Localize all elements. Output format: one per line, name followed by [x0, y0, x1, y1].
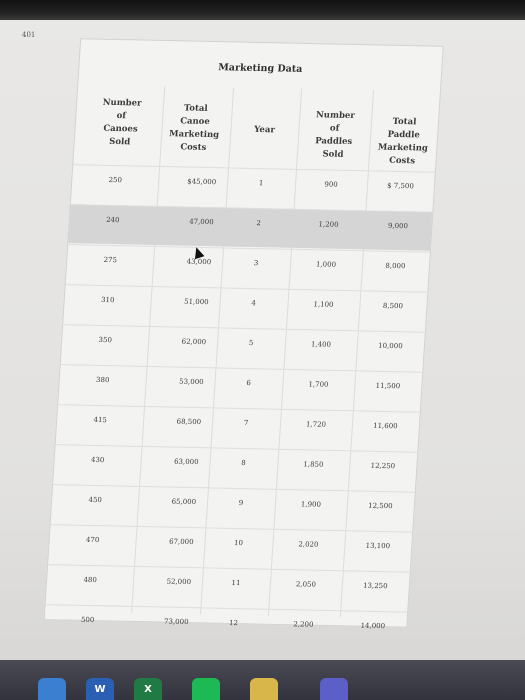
cell-canoe-marketing-costs: $45,000 — [187, 177, 217, 187]
cell-canoe-marketing-costs: 51,000 — [183, 297, 209, 307]
table-row — [48, 524, 412, 571]
cell-paddle-marketing-costs: 9,000 — [387, 221, 409, 231]
taskbar-dock — [0, 660, 525, 700]
cell-canoes-sold: 470 — [85, 535, 100, 545]
cell-paddles-sold: 1,200 — [318, 220, 339, 229]
cell-canoe-marketing-costs: 63,000 — [173, 457, 199, 467]
top-dark-bar — [0, 0, 525, 20]
header-paddles-sold: Number of Paddles Sold — [314, 110, 356, 160]
table-row — [43, 604, 407, 651]
table-row — [56, 404, 420, 451]
header-year: Year — [253, 124, 276, 136]
marketing-data-table — [44, 38, 444, 631]
cell-paddle-marketing-costs: 8,000 — [385, 261, 406, 271]
table-row — [46, 564, 410, 611]
cell-canoe-marketing-costs: 67,000 — [168, 537, 194, 547]
cell-paddle-marketing-costs: 8,500 — [382, 301, 404, 311]
table-row — [51, 484, 415, 531]
cell-paddles-sold: 1,900 — [300, 500, 322, 509]
cell-year: 6 — [246, 379, 252, 388]
excel-icon[interactable]: X — [134, 678, 162, 700]
cell-paddles-sold: 1,000 — [315, 260, 337, 269]
cell-paddles-sold: 1,400 — [310, 340, 332, 349]
cell-canoes-sold: 275 — [103, 255, 118, 265]
cell-paddle-marketing-costs: $ 7,500 — [386, 181, 415, 191]
cell-year: 11 — [231, 578, 241, 588]
cell-canoes-sold: 310 — [100, 295, 115, 305]
page-number: 401 — [22, 31, 36, 39]
cell-paddle-marketing-costs: 14,000 — [360, 621, 386, 631]
cell-paddle-marketing-costs: 13,100 — [365, 541, 391, 551]
teams-icon[interactable] — [320, 678, 348, 700]
cell-year: 3 — [253, 259, 259, 268]
cell-canoe-marketing-costs: 62,000 — [181, 337, 207, 347]
cell-year: 10 — [233, 538, 244, 548]
table-row — [58, 364, 422, 411]
cell-year: 1 — [258, 179, 264, 188]
cell-paddles-sold: 1,100 — [313, 300, 334, 309]
cell-paddle-marketing-costs: 12,500 — [367, 501, 393, 511]
cell-canoes-sold: 500 — [80, 615, 95, 625]
cell-year: 9 — [238, 499, 244, 508]
cell-year: 8 — [241, 459, 247, 468]
spotify-icon[interactable] — [192, 678, 220, 700]
table-title: Marketing Data — [217, 62, 303, 75]
cell-canoes-sold: 450 — [88, 495, 103, 505]
cell-paddle-marketing-costs: 12,250 — [370, 461, 396, 471]
cell-canoes-sold: 480 — [83, 575, 98, 585]
cell-canoe-marketing-costs: 52,000 — [166, 577, 192, 587]
cell-year: 4 — [251, 299, 257, 308]
cell-paddles-sold: 2,050 — [295, 580, 317, 589]
header-canoes-sold: Number of Canoes Sold — [102, 97, 142, 148]
cell-canoe-marketing-costs: 47,000 — [188, 217, 214, 227]
word-icon[interactable]: W — [86, 678, 114, 700]
cell-paddles-sold: 1,700 — [308, 380, 329, 389]
table-row — [61, 324, 425, 371]
header-paddle-marketing-costs: Total Paddle Marketing Costs — [377, 116, 429, 167]
cell-year: 5 — [248, 339, 254, 348]
table-header — [74, 84, 440, 167]
cell-canoes-sold: 380 — [95, 375, 110, 385]
cell-canoe-marketing-costs: 68,500 — [176, 417, 202, 427]
table-row — [66, 244, 430, 291]
cell-canoe-marketing-costs: 43,000 — [186, 257, 212, 267]
table-row — [63, 284, 427, 331]
cell-paddles-sold: 2,200 — [293, 620, 314, 629]
cell-year: 12 — [228, 618, 239, 628]
cell-paddle-marketing-costs: 11,600 — [372, 421, 398, 431]
cell-canoe-marketing-costs: 53,000 — [178, 377, 204, 387]
cell-paddle-marketing-costs: 13,250 — [362, 581, 388, 591]
cell-canoe-marketing-costs: 73,000 — [163, 617, 189, 627]
cell-year: 7 — [243, 419, 249, 428]
cell-canoes-sold: 415 — [93, 415, 108, 425]
cell-paddles-sold: 1,850 — [303, 460, 324, 469]
cell-canoes-sold: 350 — [98, 335, 113, 345]
chrome-icon[interactable] — [38, 678, 66, 700]
table-row — [53, 444, 417, 491]
cell-year: 2 — [256, 219, 262, 228]
cell-canoes-sold: 430 — [90, 455, 105, 465]
table-row — [68, 204, 432, 251]
cell-paddle-marketing-costs: 10,000 — [377, 341, 403, 351]
cell-canoe-marketing-costs: 65,000 — [171, 497, 197, 507]
cell-paddles-sold: 2,020 — [298, 540, 319, 549]
cell-canoes-sold: 250 — [108, 175, 123, 185]
header-canoe-marketing-costs: Total Canoe Marketing Costs — [168, 103, 220, 153]
cell-paddles-sold: 1,720 — [305, 420, 327, 429]
table-row — [71, 164, 435, 211]
cell-paddles-sold: 900 — [324, 180, 338, 189]
cell-canoes-sold: 240 — [105, 215, 120, 225]
notes-icon[interactable] — [250, 678, 278, 700]
cell-paddle-marketing-costs: 11,500 — [375, 381, 401, 391]
